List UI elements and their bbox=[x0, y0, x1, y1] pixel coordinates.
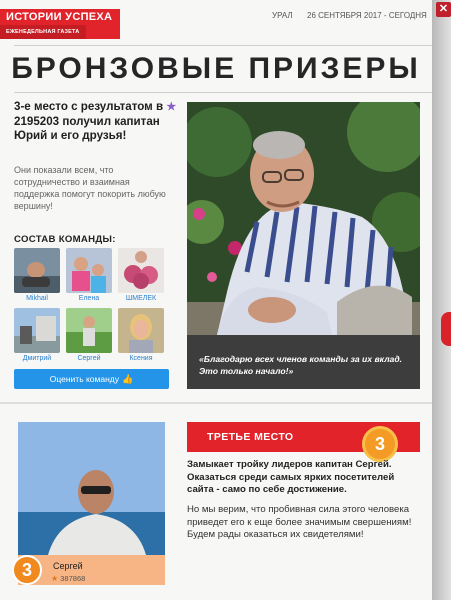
rate-team-button[interactable] bbox=[14, 369, 169, 389]
member-name[interactable]: Сергей bbox=[77, 355, 101, 362]
intro-text: Они показали всем, что сотрудничество и взаимная поддержка помогут покорить любую вершину! bbox=[14, 165, 166, 211]
region-label: УРАЛ bbox=[272, 11, 293, 20]
headline-prefix: 3-е место с результатом в bbox=[14, 100, 164, 113]
member-avatar[interactable] bbox=[14, 248, 60, 293]
place-badge: 3 bbox=[12, 555, 42, 585]
page-title: БРОНЗОВЫЕ ПРИЗЕРЫ bbox=[11, 52, 421, 85]
third-place-label: ТРЕТЬЕ МЕСТО bbox=[207, 431, 294, 443]
winner-name[interactable]: Сергей bbox=[53, 561, 83, 571]
team-member[interactable] bbox=[66, 248, 112, 302]
team-member[interactable] bbox=[118, 248, 164, 302]
team-member[interactable] bbox=[118, 308, 164, 362]
member-avatar[interactable] bbox=[66, 248, 112, 293]
member-avatar[interactable] bbox=[118, 308, 164, 353]
header-divider bbox=[14, 45, 432, 46]
side-tab[interactable] bbox=[441, 312, 451, 346]
member-avatar[interactable] bbox=[14, 308, 60, 353]
member-avatar[interactable] bbox=[118, 248, 164, 293]
captain-photo bbox=[187, 102, 420, 335]
section-divider bbox=[0, 402, 432, 404]
third-place-description: Замыкает тройку лидеров капитан Сергей. Оказаться среди самых ярких посетителей сайта - само по себе достижение. bbox=[187, 459, 395, 495]
team-member[interactable] bbox=[14, 248, 60, 302]
rate-team-label: Оценить команду bbox=[49, 374, 120, 384]
star-icon: ★ bbox=[166, 101, 177, 113]
logo[interactable] bbox=[0, 9, 120, 39]
member-name[interactable]: Дмитрий bbox=[22, 355, 52, 362]
logo-title: ИСТОРИИ УСПЕХА bbox=[6, 11, 113, 23]
thumb-up-icon: 👍 bbox=[122, 374, 134, 384]
member-avatar[interactable] bbox=[66, 308, 112, 353]
date-label: 26 СЕНТЯБРЯ 2017 - СЕГОДНЯ bbox=[307, 11, 427, 20]
headline bbox=[14, 100, 186, 144]
orange-star-icon: ★ bbox=[51, 574, 59, 583]
headline-suffix: получил капитан Юрий и его друзья! bbox=[14, 114, 160, 143]
close-icon[interactable]: ✕ bbox=[436, 2, 451, 17]
member-name[interactable]: Елена bbox=[78, 295, 100, 302]
logo-subtitle: ЕЖЕНЕДЕЛЬНАЯ ГАЗЕТА bbox=[0, 25, 86, 39]
medal-icon: 3 bbox=[362, 426, 398, 462]
member-name[interactable]: Mikhail bbox=[26, 295, 48, 302]
member-name[interactable]: Ксения bbox=[129, 355, 153, 362]
winner-photo[interactable] bbox=[18, 422, 165, 555]
team-member[interactable] bbox=[66, 308, 112, 362]
winner-score-value: 387868 bbox=[60, 574, 86, 583]
member-name[interactable]: ШМЕЛЕК bbox=[125, 295, 157, 302]
quote-box bbox=[187, 335, 420, 389]
scrollbar-track[interactable] bbox=[432, 0, 451, 600]
team-member[interactable] bbox=[14, 308, 60, 362]
quote-text: «Благодарю всех членов команды за их вклад. Это только начало!» bbox=[199, 354, 403, 376]
team-label: СОСТАВ КОМАНДЫ: bbox=[14, 234, 116, 245]
winner-score bbox=[51, 574, 85, 583]
title-divider bbox=[14, 92, 432, 93]
headline-score: 2195203 bbox=[14, 114, 60, 128]
third-place-note: Но мы верим, что пробивная сила этого человека приведет его к еще более значимым свершениям! Будем рады оказаться их свидетелями! bbox=[187, 504, 412, 540]
